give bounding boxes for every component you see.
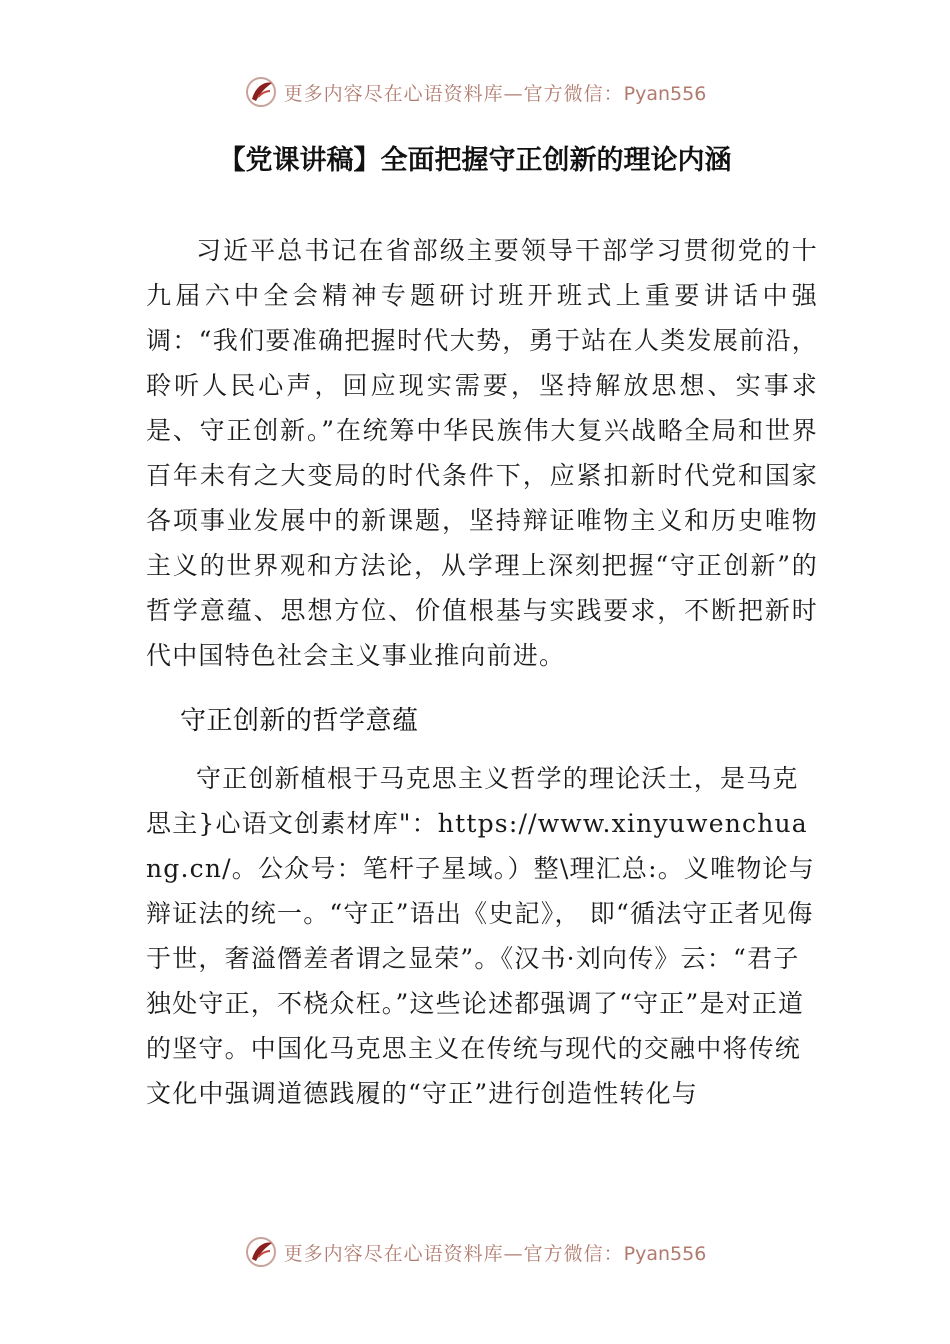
- section-paragraph: 守正创新植根于马克思主义哲学的理论沃土，是马克思主}心语文创素材库"：https://www.xinyuwenchuang.cn/。公众号：笔杆子星域。）整\理汇总:。义唯物论与辩证法的统一。“守正”语出《史記》， 即“循法守正者见侮于世，奢溢僭差者谓之显荣”。《汉书·刘向传》云：“君子独处守正，不桡众枉。”这些论述都强调了“守正”是对正道的坚守。中国化马克思主义在传统与现代的交融中将传统文化中强调道德践履的“守正”进行创造性转化与: [146, 764, 815, 1108]
- header-banner: [0, 72, 950, 112]
- stylized-heart-pen-logo-icon: [244, 75, 278, 109]
- document-body: [146, 228, 818, 1116]
- banner-text: 更多内容尽在心语资料库—官方微信：Pyan556: [283, 1242, 707, 1265]
- intro-paragraph: 习近平总书记在省部级主要领导干部学习贯彻党的十九届六中全会精神专题研讨班开班式上重要讲话中强调：“我们要准确把握时代大势，勇于站在人类发展前沿，聆听人民心声，回应现实需要，坚持解放思想、实事求是、守正创新。”在统筹中华民族伟大复兴战略全局和世界百年未有之大变局的时代条件下，应紧扣新时代党和国家各项事业发展中的新课题，坚持辩证唯物主义和历史唯物主义的世界观和方法论，从学理上深刻把握“守正创新”的哲学意蕴、思想方位、价值根基与实践要求，不断把新时代中国特色社会主义事业推向前进。: [146, 236, 818, 670]
- banner-text: 更多内容尽在心语资料库—官方微信：Pyan556: [283, 82, 707, 105]
- section-heading: 守正创新的哲学意蕴: [180, 706, 419, 736]
- stylized-heart-pen-logo-icon: [244, 1235, 278, 1269]
- footer-banner: [0, 1232, 950, 1272]
- document-title: 【党课讲稿】全面把握守正创新的理论内涵: [218, 145, 732, 176]
